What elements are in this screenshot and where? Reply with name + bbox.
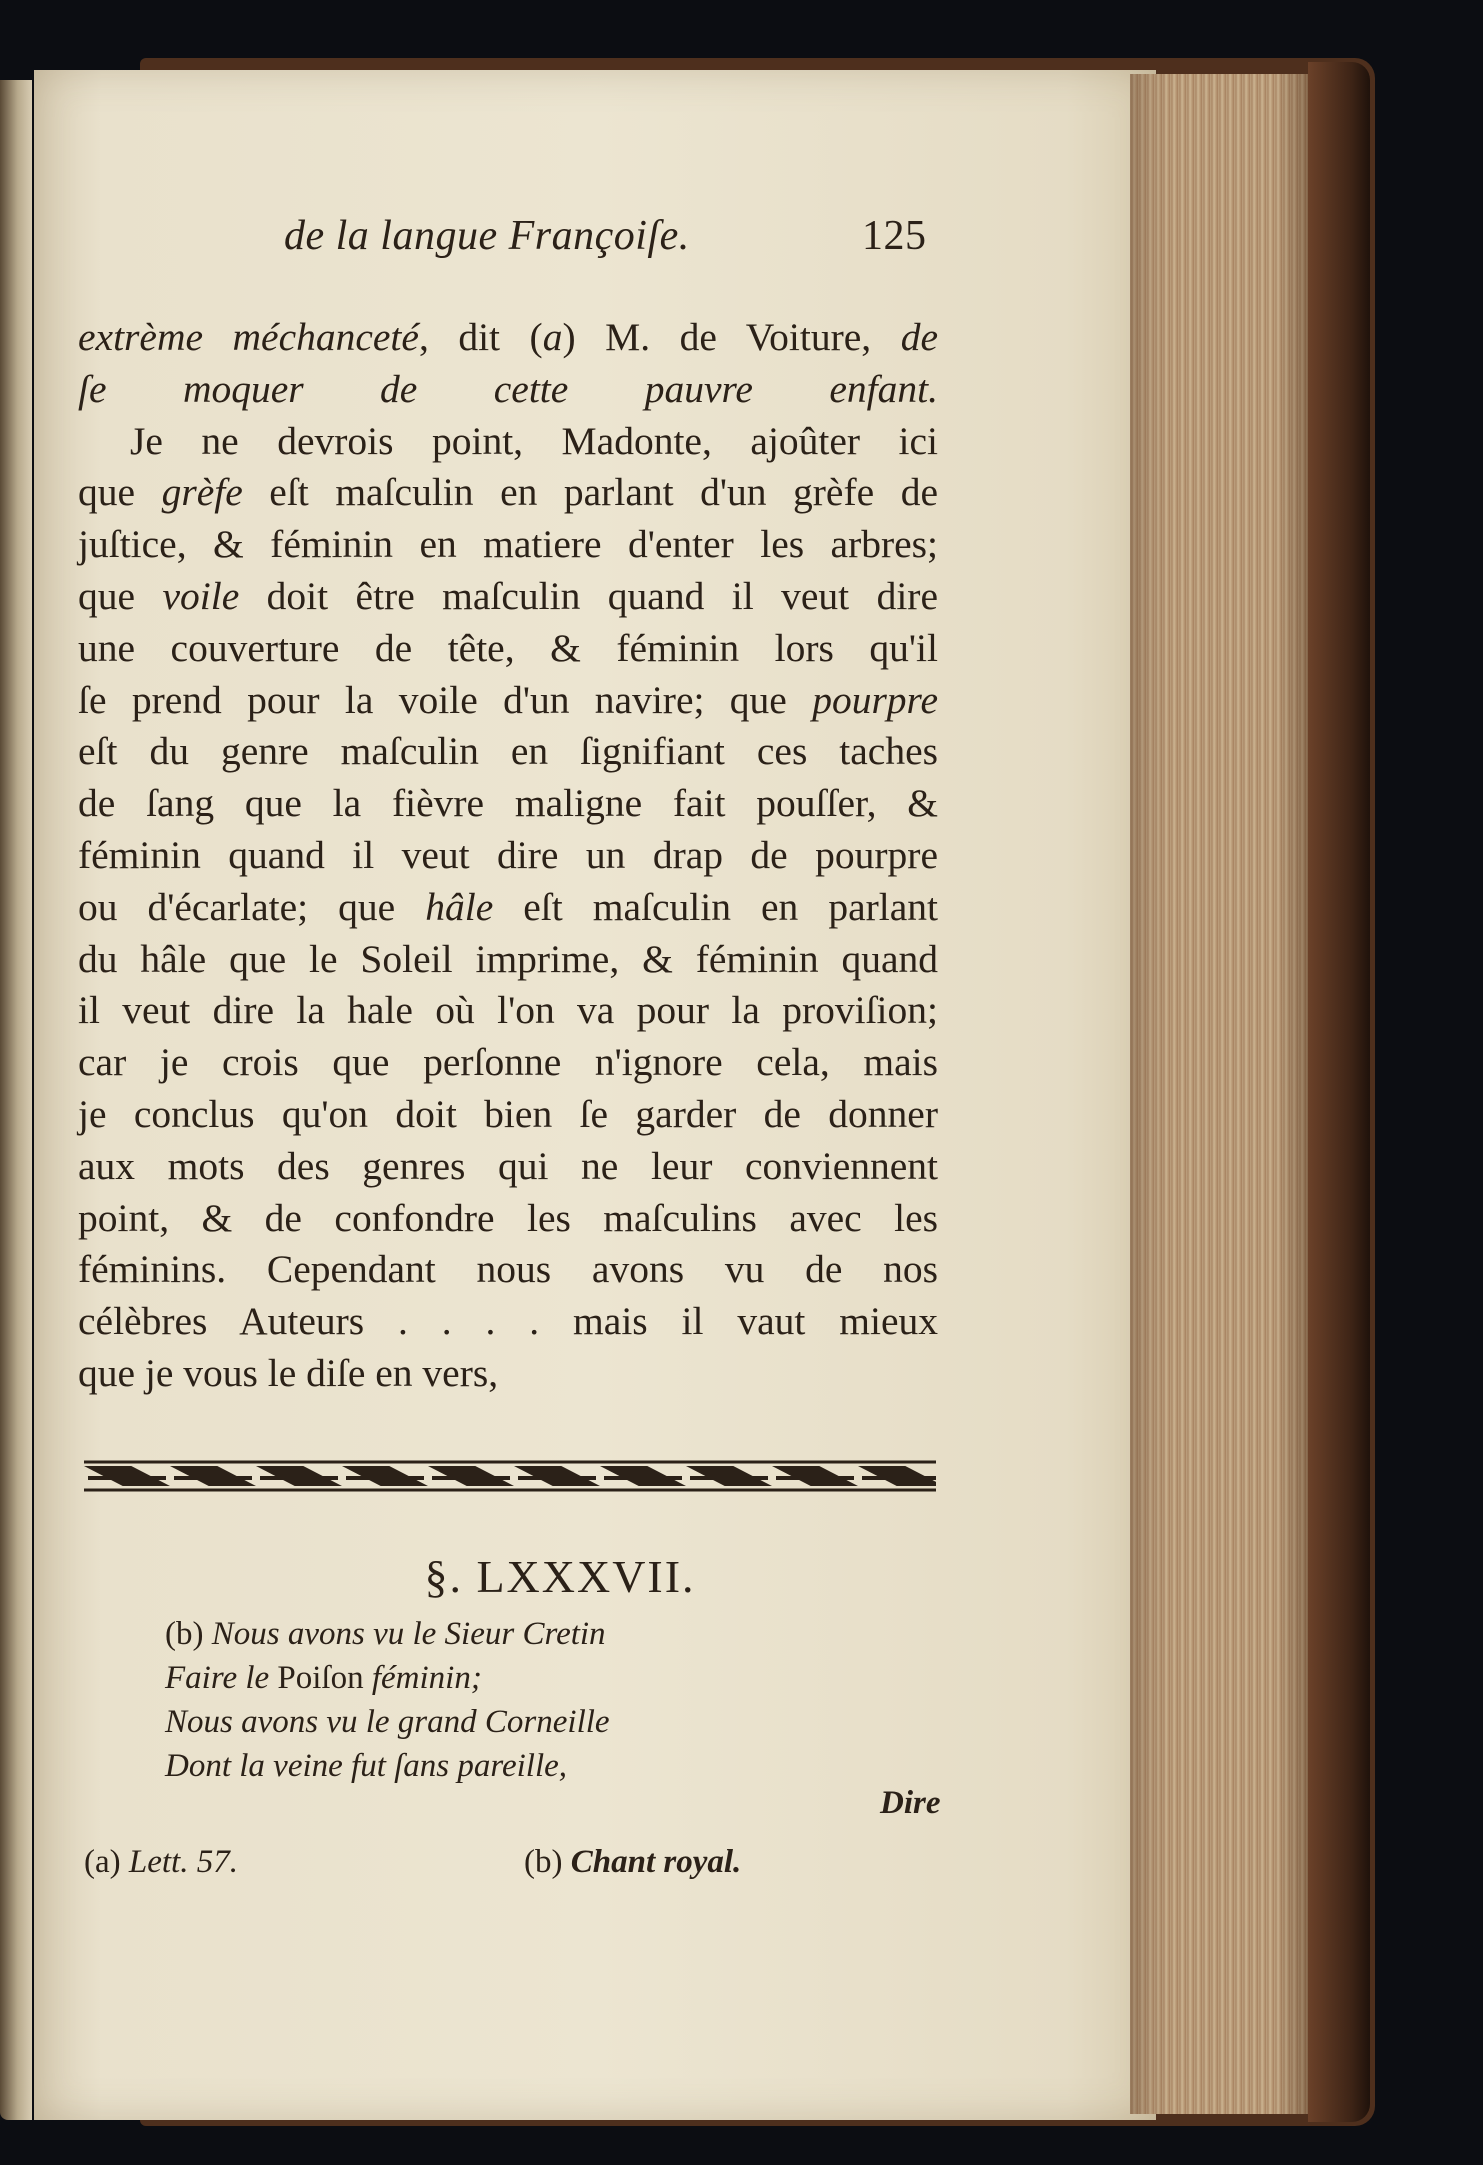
- book-cover-edge: [1308, 62, 1370, 2122]
- page-number: 125: [862, 213, 927, 259]
- body-text-line-segment: doit être maſculin quand il veut dire: [239, 573, 938, 618]
- body-text-line-segment: extrème méchanceté: [78, 315, 419, 359]
- body-text-line: [78, 1244, 938, 1296]
- ornament-cell: [858, 1466, 936, 1486]
- body-text-line: [78, 623, 938, 675]
- verse-line: [165, 1612, 925, 1656]
- body-text-line-segment: pourpre: [812, 677, 938, 722]
- verse-line-segment: Faire le: [165, 1660, 278, 1696]
- body-text-line: [78, 416, 938, 468]
- section-title-text: §. LXXXVII.: [424, 1551, 696, 1602]
- ornament-cell: [686, 1466, 772, 1486]
- body-text-line: [78, 1089, 938, 1141]
- body-text-line-segment: célèbres Auteurs . . . . mais il vaut mieux: [78, 1299, 938, 1344]
- body-text-line-segment: ou d'écarlate; que: [78, 884, 426, 929]
- body-text-line-segment: juſtice, & féminin en matiere d'enter les arbres;: [78, 522, 938, 567]
- footnote-b-ref: Chant royal.: [570, 1844, 742, 1880]
- running-head-title: de la langue Françoiſe.: [284, 213, 690, 259]
- footnote-b: [524, 1844, 741, 1881]
- verse-line-segment: Dont la veine fut ſans pareille,: [165, 1748, 568, 1784]
- verse-line: [165, 1656, 925, 1700]
- body-text-line-segment: de ſang que la fièvre maligne fait pouſſer, &: [78, 781, 938, 826]
- body-text-line-segment: que: [78, 470, 162, 515]
- body-text-line-segment: il veut dire la hale où l'on va pour la proviſion;: [78, 988, 938, 1033]
- body-text-line-segment: ſe moquer de cette pauvre enfant.: [78, 366, 938, 411]
- body-text: [78, 312, 938, 1400]
- body-text-line-segment: car je crois que perſonne n'ignore cela, mais: [78, 1040, 938, 1085]
- body-text-line-segment: que je vous le diſe en vers,: [78, 1350, 499, 1395]
- catchword: Dire: [880, 1785, 941, 1821]
- ornament-cell: [514, 1466, 600, 1486]
- body-text-line-segment: que: [78, 573, 163, 618]
- body-text-line: [78, 312, 938, 364]
- body-text-line-segment: de: [900, 315, 938, 359]
- ornament-cell: [342, 1466, 428, 1486]
- body-text-line: [78, 571, 938, 623]
- body-text-line-segment: du hâle que le Soleil imprime, & féminin quand: [78, 936, 938, 981]
- footnote-a-ref: Lett. 57.: [128, 1844, 238, 1880]
- body-text-line: [78, 675, 938, 727]
- verse-line-segment: Poiſon: [277, 1660, 364, 1696]
- footnote-a: [84, 1844, 238, 1881]
- body-text-line: [78, 1348, 938, 1400]
- body-text-line-segment: une couverture de tête, & féminin lors qu'il: [78, 625, 938, 670]
- body-text-line-segment: , dit (: [418, 315, 543, 359]
- body-text-line-segment: ) M. de Voiture,: [562, 315, 901, 359]
- footnote-a-mark: (a): [84, 1844, 121, 1880]
- body-text-line: [78, 1141, 938, 1193]
- verse-line: [165, 1700, 925, 1744]
- footnote-b-mark: (b): [524, 1844, 563, 1880]
- body-text-line-segment: eſt maſculin en parlant d'un grèfe de: [242, 470, 938, 515]
- body-text-line: [78, 830, 938, 882]
- verse-line-segment: Nous avons vu le Sieur Cretin: [211, 1616, 606, 1652]
- body-text-line-segment: a: [542, 315, 563, 359]
- section-title: [0, 1550, 1120, 1603]
- ornament-cell: [428, 1466, 514, 1486]
- body-text-line: [78, 778, 938, 830]
- body-text-line: [78, 726, 938, 778]
- body-text-line: [78, 985, 938, 1037]
- body-text-line: [78, 1296, 938, 1348]
- ornament-cell: [84, 1466, 170, 1486]
- body-text-line: [78, 467, 938, 519]
- ornament-cell: [772, 1466, 858, 1486]
- body-text-line: [78, 1193, 938, 1245]
- body-text-line-segment: point, & de confondre les maſculins avec les: [78, 1195, 938, 1240]
- ornament-cell: [256, 1466, 342, 1486]
- verse-line-segment: (b): [165, 1616, 212, 1652]
- body-text-line-segment: aux mots des genres qui ne leur conviennent: [78, 1143, 938, 1188]
- body-text-line: [78, 364, 938, 416]
- ornament-cell: [600, 1466, 686, 1486]
- body-text-line-segment: ſe prend pour la voile d'un navire; que: [78, 677, 813, 722]
- body-text-line-segment: voile: [162, 573, 240, 618]
- ornamental-divider: [84, 1454, 936, 1498]
- body-text-line-segment: eſt maſculin en parlant: [493, 884, 939, 929]
- body-text-line: [78, 519, 938, 571]
- body-text-line-segment: hâle: [425, 884, 494, 929]
- body-text-line: [78, 882, 938, 934]
- body-text-line-segment: grèfe: [161, 470, 243, 515]
- body-text-line-segment: Je ne devrois point, Madonte, ajoûter ici: [130, 418, 938, 463]
- body-text-line: [78, 1037, 938, 1089]
- verse-line-segment: féminin;: [363, 1660, 482, 1696]
- page-edges-shade: [1130, 74, 1312, 2114]
- verse-line-segment: Nous avons vu le grand Corneille: [165, 1704, 610, 1740]
- body-text-line: [78, 934, 938, 986]
- body-text-line-segment: eſt du genre maſculin en ſignifiant ces taches: [78, 729, 938, 774]
- body-text-line-segment: féminin quand il veut dire un drap de pourpre: [78, 832, 938, 877]
- verse-block: [165, 1612, 925, 1788]
- left-page-edge: [0, 80, 32, 2120]
- body-text-line-segment: je conclus qu'on doit bien ſe garder de donner: [78, 1091, 938, 1136]
- verse-line: [165, 1744, 925, 1788]
- body-text-line-segment: féminins. Cependant nous avons vu de nos: [78, 1247, 938, 1292]
- ornament-cell: [170, 1466, 256, 1486]
